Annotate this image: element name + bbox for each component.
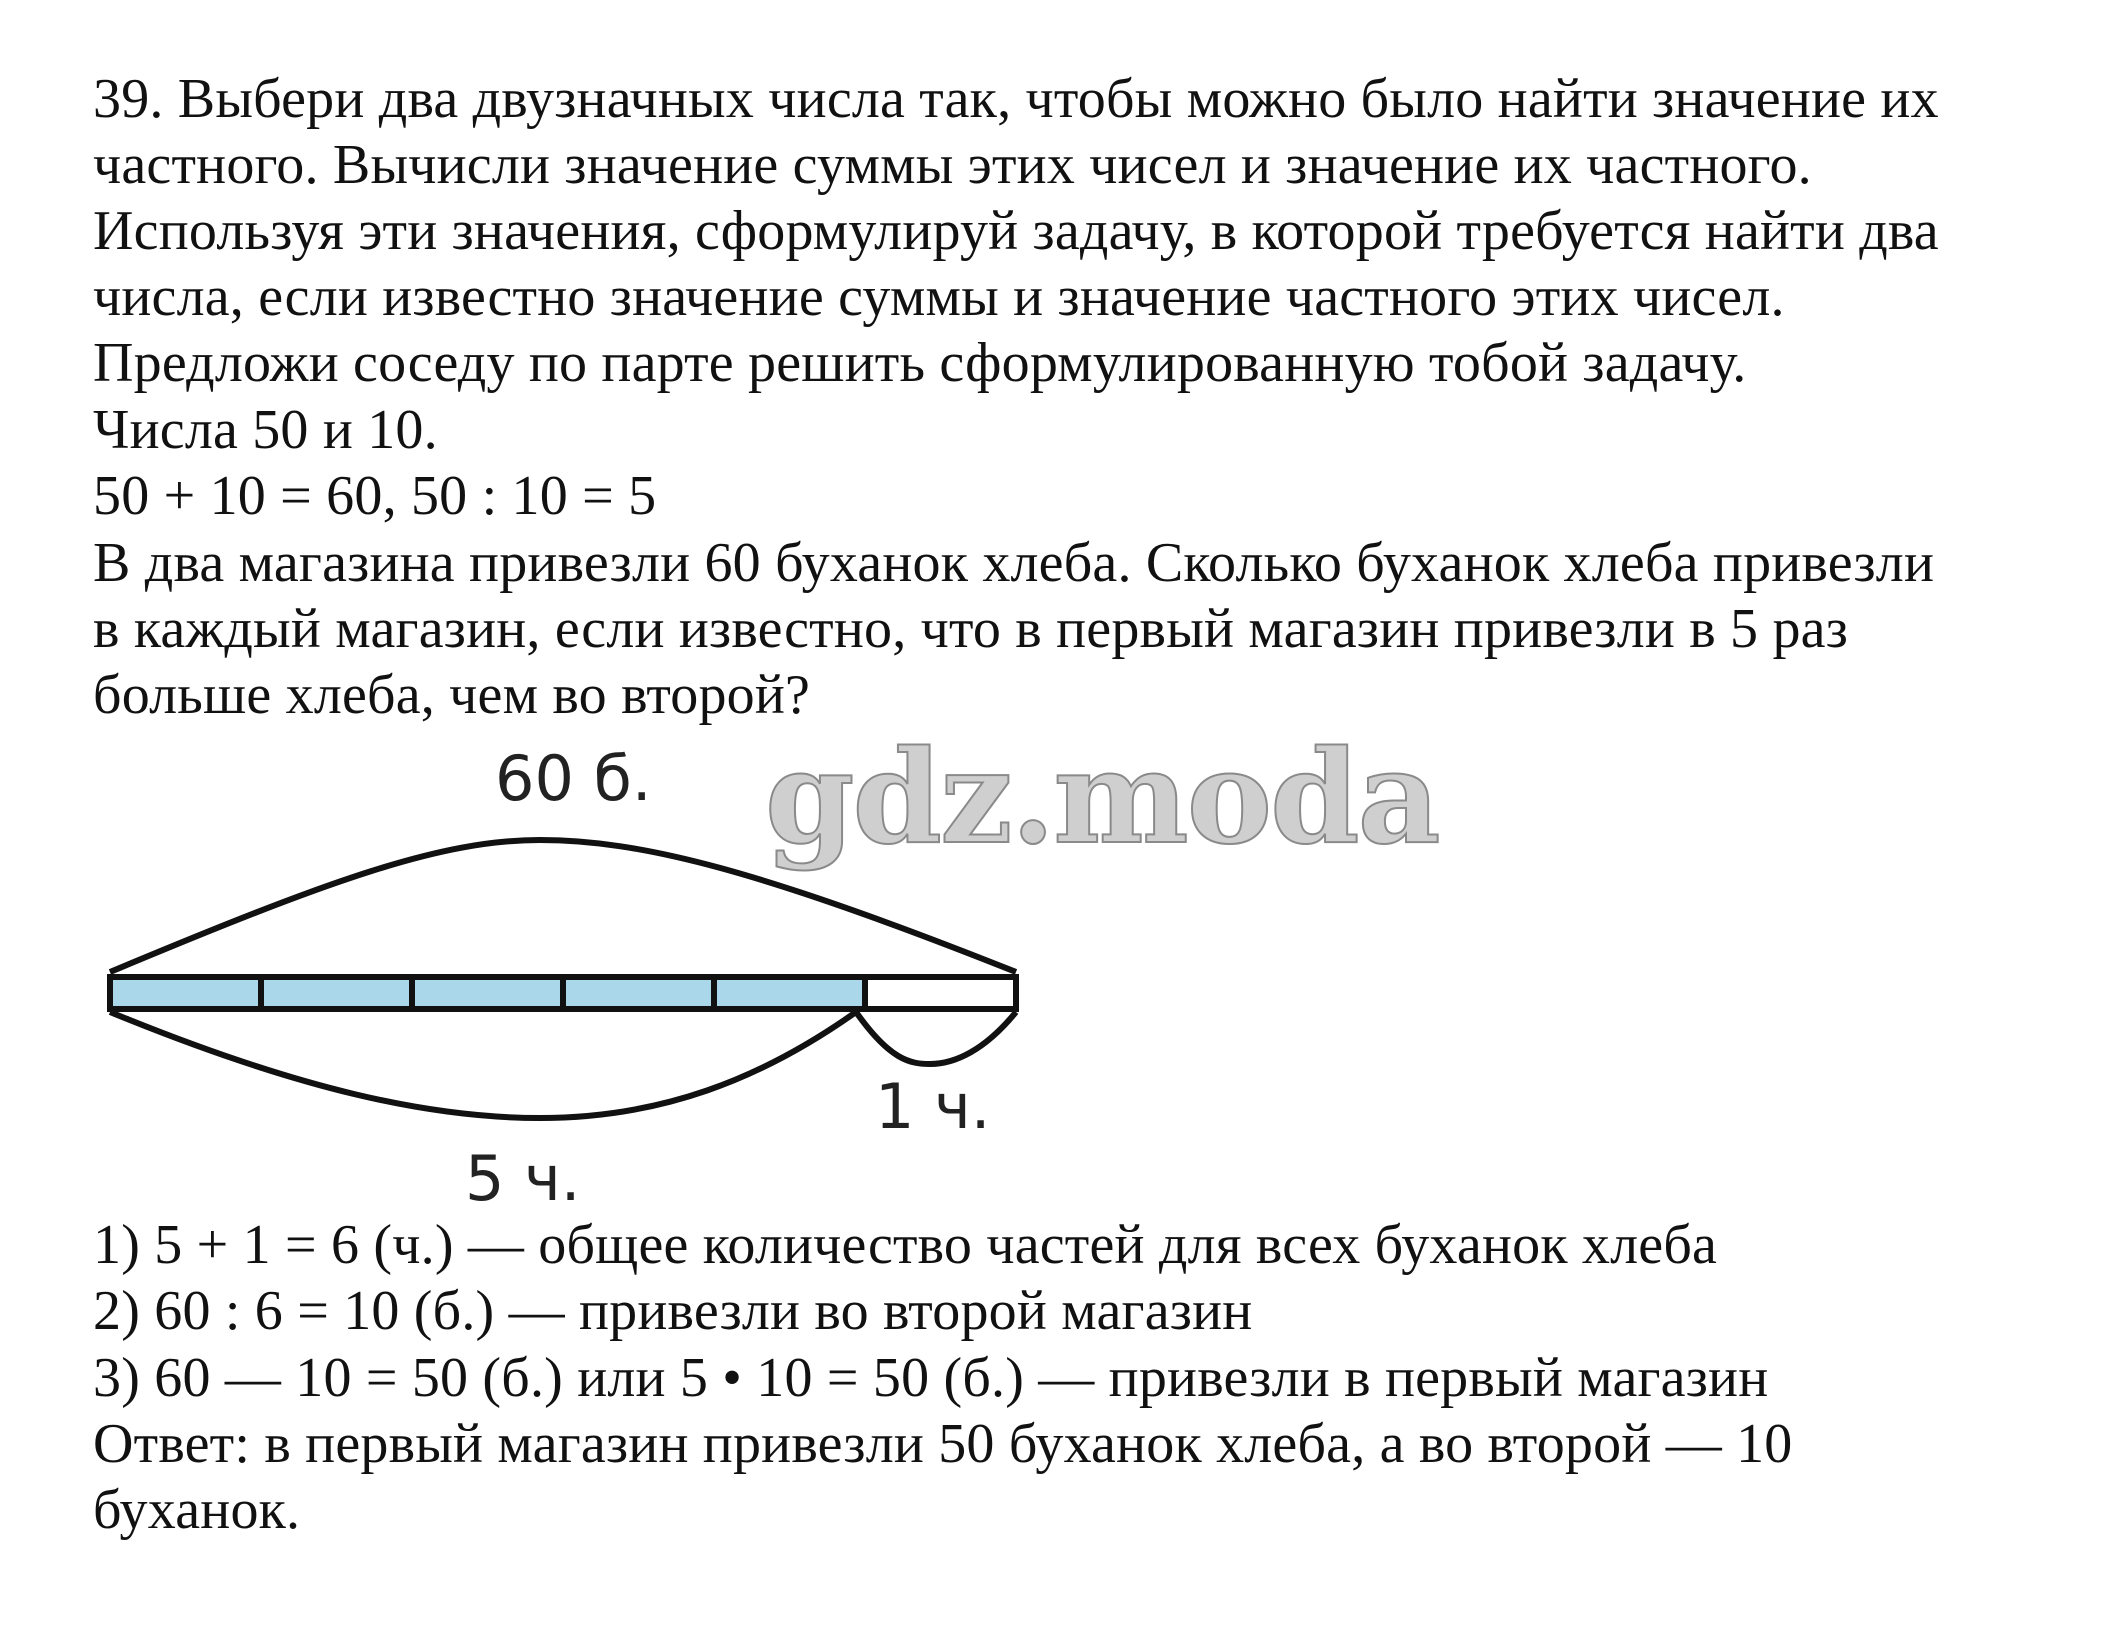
problem-line-2: частного. Вычисли значение суммы этих чисел и значение их частного. <box>93 134 1812 196</box>
answer-line-2: буханок. <box>93 1479 301 1541</box>
bar-segment-first-shop <box>714 977 865 1009</box>
calculation: 50 + 10 = 60, 50 : 10 = 5 <box>93 465 657 527</box>
total-label: 60 б. <box>495 742 652 815</box>
bar-segment-first-shop <box>563 977 714 1009</box>
task-line-1: В два магазина привезли 60 буханок хлеба. Сколько буханок хлеба привезли <box>93 532 1935 594</box>
solution-step-1: 1) 5 + 1 = 6 (ч.) — общее количество частей для всех буханок хлеба <box>93 1214 1718 1276</box>
problem-line-4: числа, если известно значение суммы и значение частного этих чисел. <box>93 266 1785 328</box>
solution-step-2: 2) 60 : 6 = 10 (б.) — привезли во второй магазин <box>93 1280 1253 1342</box>
first-shop-brace <box>110 1012 856 1118</box>
first-shop-label: 5 ч. <box>465 1142 581 1215</box>
bar-segment-first-shop <box>412 977 563 1009</box>
second-shop-label: 1 ч. <box>875 1070 991 1143</box>
problem-line-3: Используя эти значения, сформулируй задачу, в которой требуется найти два <box>93 200 1939 262</box>
problem-line-5: Предложи соседу по парте решить сформулированную тобой задачу. <box>93 332 1747 394</box>
chosen-numbers: Числа 50 и 10. <box>93 399 438 461</box>
watermark: gdz.moda <box>765 723 1439 873</box>
answer-line-1: Ответ: в первый магазин привезли 50 буханок хлеба, а во второй — 10 <box>93 1413 1793 1475</box>
bar <box>110 977 1016 1009</box>
bar-segment-first-shop <box>110 977 261 1009</box>
solution-step-3: 3) 60 — 10 = 50 (б.) или 5 • 10 = 50 (б.) — привезли в первый магазин <box>93 1347 1769 1409</box>
task-line-3: больше хлеба, чем во второй? <box>93 664 811 726</box>
task-line-2: в каждый магазин, если известно, что в первый магазин привезли в 5 раз <box>93 598 1849 660</box>
bar-segment-second-shop <box>865 977 1016 1009</box>
second-shop-brace <box>856 1012 1016 1064</box>
problem-line-1: 39. Выбери два двузначных числа так, чтобы можно было найти значение их <box>93 68 1939 130</box>
bar-segment-first-shop <box>261 977 412 1009</box>
